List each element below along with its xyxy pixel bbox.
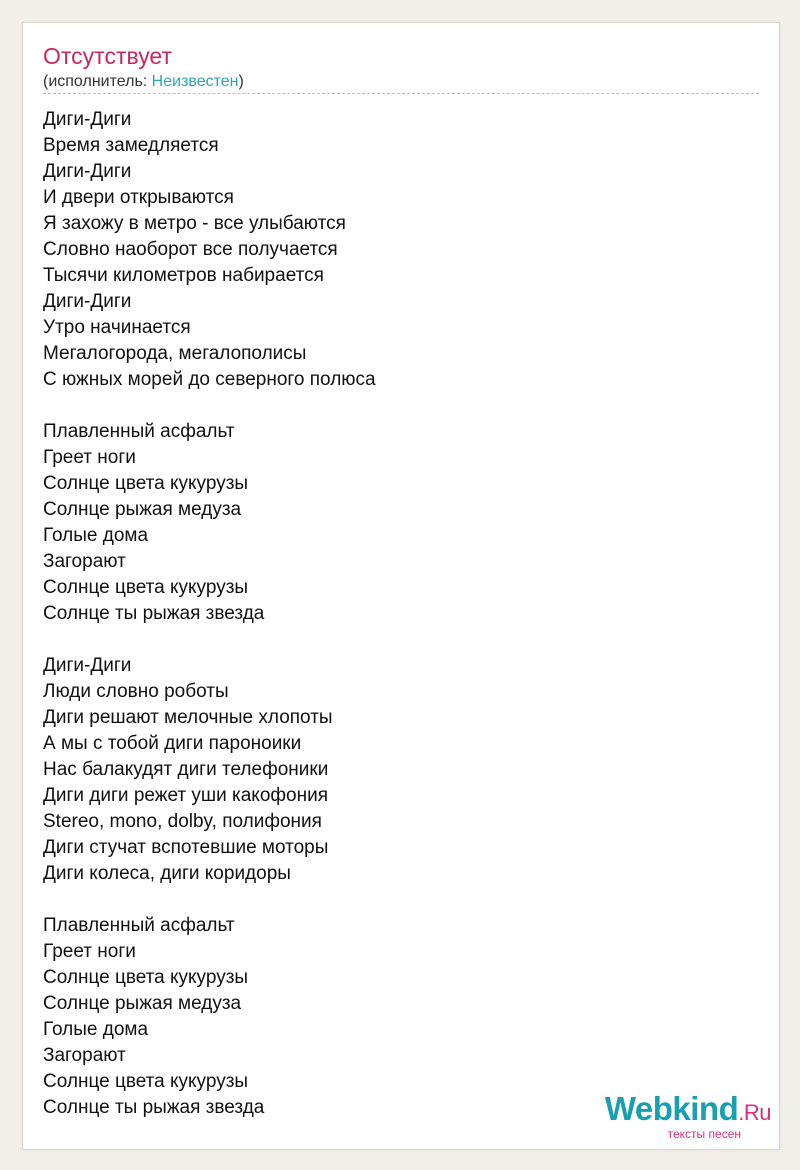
lyric-line: А мы с тобой диги пароноики bbox=[43, 733, 302, 754]
lyrics-page bbox=[22, 22, 780, 1150]
lyric-line: Диги-Диги bbox=[43, 655, 132, 676]
lyric-line: Солнце рыжая медуза bbox=[43, 993, 242, 1014]
stanza-gap bbox=[43, 393, 376, 419]
lyric-line: Солнце ты рыжая звезда bbox=[43, 1097, 265, 1118]
lyric-line: Тысячи километров набирается bbox=[43, 265, 324, 286]
dashed-divider bbox=[43, 93, 759, 94]
lyric-line: Диги-Диги bbox=[43, 109, 132, 130]
logo-main-text: Webkind bbox=[604, 1090, 739, 1127]
lyric-line: Диги-Диги bbox=[43, 291, 132, 312]
lyric-line: Диги колеса, диги коридоры bbox=[43, 863, 291, 884]
lyric-line: Нас балакудят диги телефоники bbox=[43, 759, 329, 780]
lyric-line: С южных морей до северного полюса bbox=[43, 369, 376, 390]
artist-link[interactable]: Неизвестен bbox=[151, 73, 239, 90]
lyric-line: Stereo, mono, dolby, полифония bbox=[43, 811, 322, 832]
lyric-line: Время замедляется bbox=[43, 135, 219, 156]
lyric-line: Солнце цвета кукурузы bbox=[43, 967, 249, 988]
lyric-line: Солнце рыжая медуза bbox=[43, 499, 242, 520]
lyric-line: Солнце ты рыжая звезда bbox=[43, 603, 265, 624]
lyric-line: Загорают bbox=[43, 1045, 126, 1066]
lyric-line: Солнце цвета кукурузы bbox=[43, 473, 249, 494]
logo-wordmark bbox=[605, 1092, 771, 1130]
lyric-line: Словно наоборот все получается bbox=[43, 239, 338, 260]
lyric-line: Диги-Диги bbox=[43, 161, 132, 182]
lyric-line: Диги решают мелочные хлопоты bbox=[43, 707, 333, 728]
lyric-line: Я захожу в метро - все улыбаются bbox=[43, 213, 346, 234]
lyric-line: Загорают bbox=[43, 551, 126, 572]
logo-tagline: тексты песен bbox=[667, 1127, 741, 1141]
song-title: Отсутствует bbox=[43, 43, 172, 69]
logo-tld: .Ru bbox=[738, 1100, 771, 1125]
lyric-line: Диги диги режет уши какофония bbox=[43, 785, 328, 806]
lyric-line: Плавленный асфальт bbox=[43, 421, 235, 442]
lyric-line: Утро начинается bbox=[43, 317, 191, 338]
artist-line bbox=[43, 73, 244, 91]
lyric-line: Голые дома bbox=[43, 525, 149, 546]
lyric-line: Голые дома bbox=[43, 1019, 149, 1040]
lyrics-text bbox=[43, 107, 376, 1121]
artist-suffix: ) bbox=[238, 73, 244, 90]
lyric-line: Плавленный асфальт bbox=[43, 915, 235, 936]
lyric-line: Греет ноги bbox=[43, 447, 136, 468]
lyric-line: Греет ноги bbox=[43, 941, 136, 962]
lyric-line: Солнце цвета кукурузы bbox=[43, 577, 249, 598]
artist-prefix: (исполнитель: bbox=[43, 73, 152, 90]
lyric-line: И двери открываются bbox=[43, 187, 234, 208]
stanza-gap bbox=[43, 887, 376, 913]
lyric-line: Люди словно роботы bbox=[43, 681, 229, 702]
stanza-gap bbox=[43, 627, 376, 653]
lyric-line: Диги стучат вспотевшие моторы bbox=[43, 837, 329, 858]
lyric-line: Мегалогорода, мегалополисы bbox=[43, 343, 307, 364]
site-logo[interactable] bbox=[605, 1092, 771, 1141]
lyric-line: Солнце цвета кукурузы bbox=[43, 1071, 249, 1092]
